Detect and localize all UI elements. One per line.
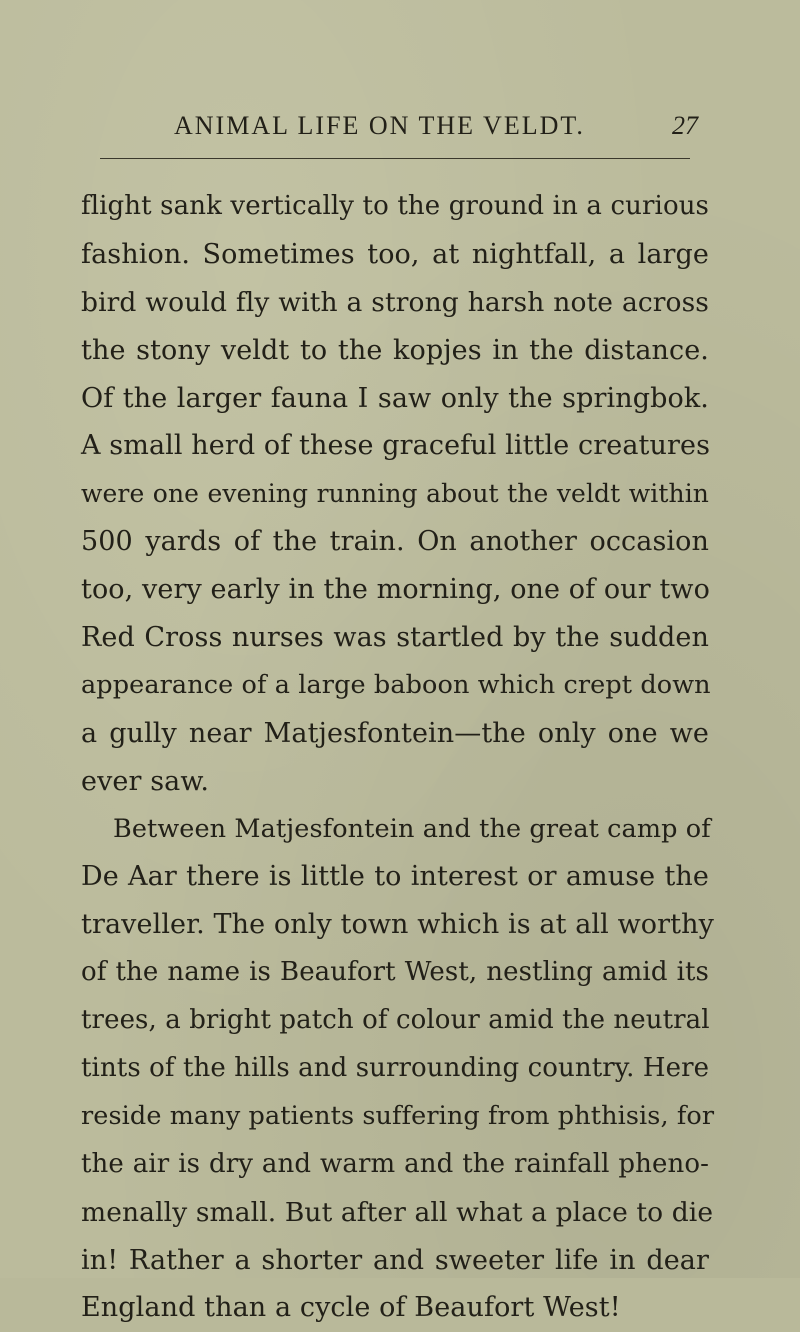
text-line: the stony veldt to the kopjes in the distance.: [81, 334, 709, 366]
text-line: De Aar there is little to interest or amuse the: [81, 861, 709, 893]
text-line: in! Rather a shorter and sweeter life in dear: [81, 1244, 709, 1276]
text-line: were one evening running about the veldt within: [81, 479, 709, 509]
text-line: menally small. But after all what a place to die: [81, 1196, 714, 1228]
text-line: a gully near Matjesfontein—the only one we: [81, 717, 709, 749]
text-line: traveller. The only town which is at all worthy: [81, 909, 714, 941]
text-line: England than a cycle of Beaufort West!: [81, 1292, 621, 1324]
running-head: ANIMAL LIFE ON THE VELDT.: [174, 111, 585, 140]
text-line: bird would fly with a strong harsh note across: [81, 286, 709, 318]
text-line: Of the larger fauna I saw only the springbok.: [81, 382, 709, 414]
text-line: 500 yards of the train. On another occasion: [81, 526, 709, 558]
page-header: [100, 110, 700, 150]
page-number: 27: [672, 111, 698, 140]
text-line: flight sank vertically to the ground in a curious: [81, 191, 709, 221]
text-line: appearance of a large baboon which crept down: [81, 669, 711, 700]
text-line: reside many patients suffering from phthisis, for: [81, 1100, 715, 1131]
body-text: [81, 183, 715, 1332]
text-line: Red Cross nurses was startled by the sudden: [81, 622, 709, 654]
text-line: too, very early in the morning, one of our two: [81, 574, 710, 606]
header-rule: [100, 158, 690, 159]
text-line: of the name is Beaufort West, nestling amid its: [81, 957, 709, 988]
text-line: Between Matjesfontein and the great camp of: [113, 813, 711, 844]
text-line: trees, a bright patch of colour amid the neutral: [81, 1005, 710, 1036]
text-line: the air is dry and warm and the rainfall pheno-: [81, 1148, 709, 1179]
text-line: fashion. Sometimes too, at nightfall, a large: [81, 238, 709, 270]
text-line: A small herd of these graceful little creatures: [81, 430, 711, 462]
text-line: tints of the hills and surrounding country. Here: [81, 1053, 710, 1084]
text-line: ever saw.: [81, 765, 210, 797]
